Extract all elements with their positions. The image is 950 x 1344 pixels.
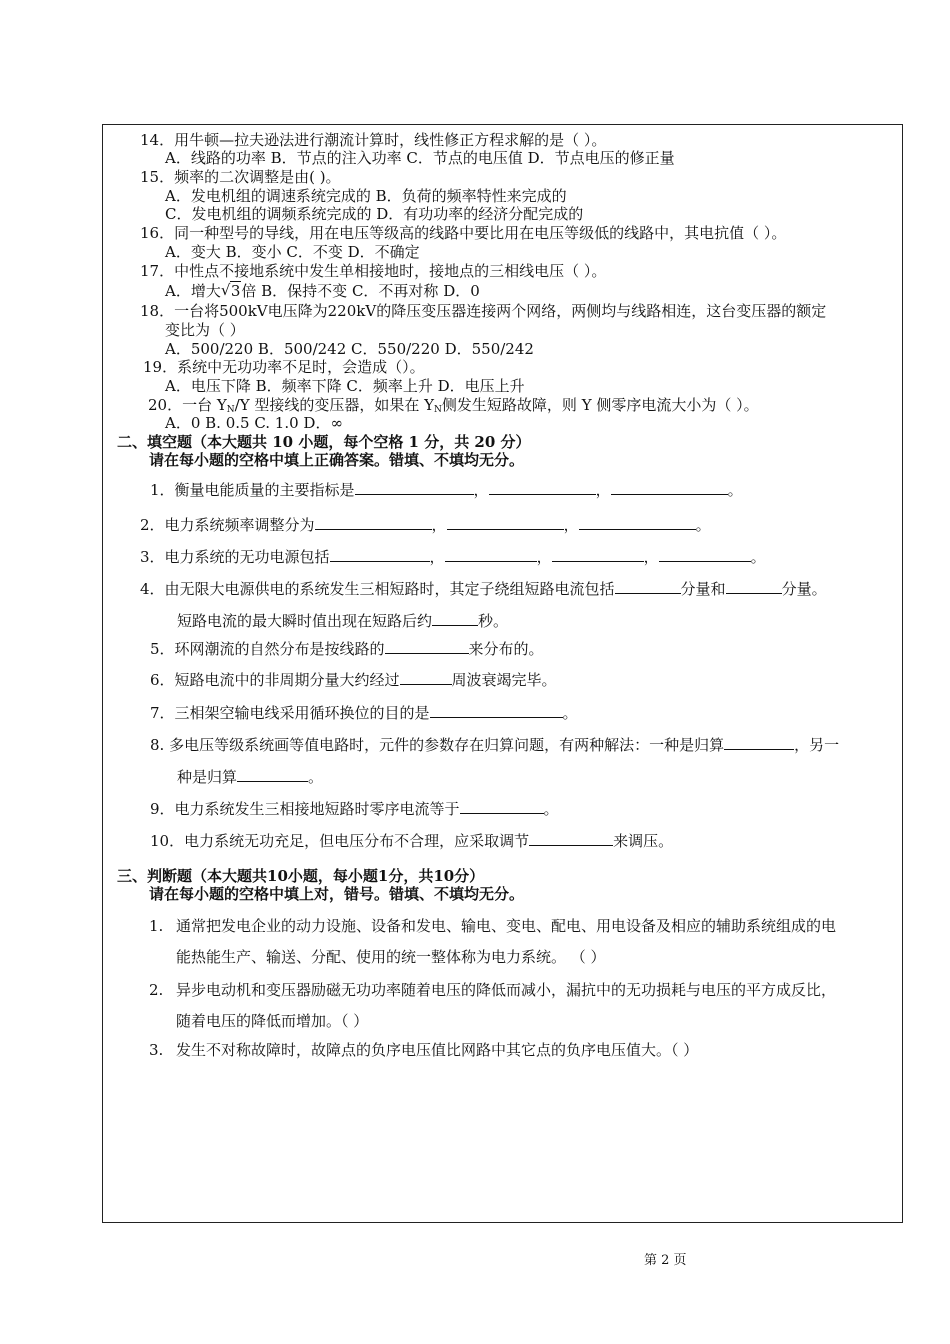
punct: 。	[562, 704, 578, 722]
judge-question-2-number: 2.	[149, 981, 164, 999]
answer-blank[interactable]	[355, 480, 474, 495]
question-14-stem: 14．用牛顿—拉夫逊法进行潮流计算时，线性修正方程求解的是（ ）。	[140, 131, 607, 149]
punct: ，	[595, 481, 611, 499]
answer-blank[interactable]	[579, 515, 696, 530]
section-2-heading: 二、填空题（本大题共 10 小题，每个空格 1 分，共 20 分）	[117, 433, 531, 451]
question-20-options: A．0 B. 0.5 C. 1.0 D．∞	[165, 414, 343, 432]
punct: ，	[473, 481, 489, 499]
fill-question-4-end: 分量。	[781, 580, 827, 598]
fill-question-7-text: 7．三相架空输电线采用循环换位的目的是	[150, 704, 430, 722]
fill-question-8-end: ，另一	[794, 736, 840, 754]
punct: ，	[536, 548, 552, 566]
judge-question-1-line-1: 通常把发电企业的动力设施、设备和发电、输电、变电、配电、用电设备及相应的辅助系统组成的电	[176, 917, 837, 935]
judge-question-2-line-2[interactable]: 随着电压的降低而增加。（ ）	[176, 1012, 369, 1030]
answer-blank[interactable]	[489, 480, 596, 495]
question-14-options: A．线路的功率 B．节点的注入功率 C．节点的电压值 D．节点电压的修正量	[165, 149, 675, 167]
fill-question-8-line-2-text: 种是归算	[177, 768, 238, 786]
answer-blank[interactable]	[447, 515, 564, 530]
punct: 。	[543, 800, 559, 818]
sqrt-radicand: 3	[230, 282, 241, 300]
answer-blank[interactable]	[726, 579, 782, 594]
answer-blank[interactable]	[400, 670, 452, 685]
question-19-stem: 19．系统中无功功率不足时，会造成（）。	[143, 358, 425, 376]
answer-blank[interactable]	[430, 703, 563, 718]
question-20-part-3: 侧发生短路故障，则 Y 侧零序电流大小为（ ）。	[441, 396, 759, 414]
question-18-stem-1: 18．一台将500kV电压降为220kV的降压变压器连接两个网络，两侧均与线路相连，这台变压器的额定	[140, 302, 827, 320]
question-18-options: A．500/220 B．500/242 C．550/220 D．550/242	[165, 340, 534, 358]
fill-question-4-line-2-text: 短路电流的最大瞬时值出现在短路后约	[177, 612, 433, 630]
punct: 。	[750, 548, 766, 566]
fill-question-9	[150, 799, 559, 818]
punct: ，	[563, 516, 579, 534]
answer-blank[interactable]	[611, 480, 728, 495]
sqrt-symbol	[221, 282, 242, 300]
fill-question-4-text: 4．由无限大电源供电的系统发生三相短路时，其定子绕组短路电流包括	[140, 580, 615, 598]
fill-question-10-end: 来调压。	[613, 832, 674, 850]
fill-question-4-line-2	[177, 611, 508, 630]
punct: 。	[695, 516, 711, 534]
question-16-options: A．变大 B．变小 C．不变 D．不确定	[165, 243, 420, 261]
section-2-instruction: 请在每小题的空格中填上正确答案。错填、不填均无分。	[149, 451, 525, 469]
punct: ，	[643, 548, 659, 566]
fill-question-8-text: 8. 多电压等级系统画等值电路时，元件的参数存在归算问题，有两种解法：一种是归算	[150, 736, 725, 754]
question-17-options-rest: 倍 B．保持不变 C．不再对称 D．0	[241, 282, 480, 300]
answer-blank[interactable]	[330, 547, 430, 562]
punct: 。	[308, 768, 324, 786]
fill-question-10-text: 10．电力系统无功充足，但电压分布不合理，应采取调节	[150, 832, 530, 850]
judge-question-3-line-1[interactable]: 发生不对称故障时，故障点的负序电压值比网路中其它点的负序电压值大。（ ）	[176, 1041, 699, 1059]
fill-question-1-text: 1．衡量电能质量的主要指标是	[150, 481, 355, 499]
fill-question-4	[140, 579, 827, 598]
question-17-options	[165, 282, 480, 300]
fill-question-8	[150, 735, 839, 754]
punct: ，	[431, 516, 447, 534]
answer-blank[interactable]	[460, 799, 544, 814]
question-16-stem: 16．同一种型号的导线，用在电压等级高的线路中要比用在电压等级低的线路中，其电抗值（ ）。	[140, 224, 787, 242]
fill-question-5-text: 5．环网潮流的自然分布是按线路的	[150, 640, 385, 658]
judge-question-3-number: 3.	[149, 1041, 164, 1059]
fill-question-3-text: 3．电力系统的无功电源包括	[140, 548, 330, 566]
fill-question-8-line-2	[177, 767, 323, 786]
answer-blank[interactable]	[237, 767, 308, 782]
answer-blank[interactable]	[724, 735, 794, 750]
judge-question-1-number: 1.	[149, 917, 164, 935]
answer-blank[interactable]	[385, 639, 469, 654]
answer-blank[interactable]	[315, 515, 432, 530]
question-17-stem: 17．中性点不接地系统中发生单相接地时，接地点的三相线电压（ ）。	[140, 262, 607, 280]
answer-blank[interactable]	[615, 579, 681, 594]
question-20-sub-1: N	[226, 405, 235, 415]
fill-question-7	[150, 703, 578, 722]
question-15-stem: 15．频率的二次调整是由( )。	[140, 168, 341, 186]
punct: 。	[727, 481, 743, 499]
judge-question-1-line-2[interactable]: 能热能生产、输送、分配、使用的统一整体称为电力系统。 （ ）	[176, 948, 606, 966]
fill-question-5-end: 来分布的。	[468, 640, 544, 658]
fill-question-9-text: 9．电力系统发生三相接地短路时零序电流等于	[150, 800, 460, 818]
question-18-stem-2: 变比为（ ）	[165, 321, 245, 339]
fill-question-1	[150, 480, 743, 499]
question-19-options: A．电压下降 B．频率下降 C．频率上升 D．电压上升	[165, 377, 525, 395]
question-20-part-1: 20．一台 Y	[148, 396, 227, 414]
answer-blank[interactable]	[552, 547, 644, 562]
question-15-options-2: C．发电机组的调频系统完成的 D．有功功率的经济分配完成的	[165, 205, 584, 223]
section-3-instruction: 请在每小题的空格中填上对，错号。错填、不填均无分。	[149, 885, 525, 903]
section-3-heading: 三、判断题（本大题共10小题，每小题1分，共10分）	[117, 867, 485, 885]
question-20-part-2: /Y 型接线的变压器，如果在 Y	[234, 396, 435, 414]
fill-question-4-sec: 秒。	[478, 612, 509, 630]
fill-question-6	[150, 670, 557, 689]
question-17-option-a-prefix: A．增大	[165, 282, 221, 300]
question-20-sub-2: N	[434, 405, 442, 415]
fill-question-5	[150, 639, 544, 658]
fill-question-2	[140, 515, 711, 534]
answer-blank[interactable]	[659, 547, 751, 562]
question-15-options-1: A．发电机组的调速系统完成的 B．负荷的频率特性来完成的	[165, 187, 567, 205]
punct: ，	[429, 548, 445, 566]
fill-question-10	[150, 831, 673, 850]
answer-blank[interactable]	[432, 611, 478, 626]
page-number: 第 2 页	[644, 1253, 687, 1268]
fill-question-6-text: 6．短路电流中的非周期分量大约经过	[150, 671, 400, 689]
judge-question-2-line-1: 异步电动机和变压器励磁无功功率随着电压的降低而减小，漏抗中的无功损耗与电压的平方成反比，	[176, 981, 837, 999]
fill-question-2-text: 2．电力系统频率调整分为	[140, 516, 315, 534]
answer-blank[interactable]	[445, 547, 537, 562]
fill-question-4-mid: 分量和	[680, 580, 726, 598]
radical-sign-icon: √	[220, 281, 231, 299]
fill-question-6-end: 周波衰竭完毕。	[451, 671, 557, 689]
fill-question-3	[140, 547, 766, 566]
answer-blank[interactable]	[529, 831, 613, 846]
